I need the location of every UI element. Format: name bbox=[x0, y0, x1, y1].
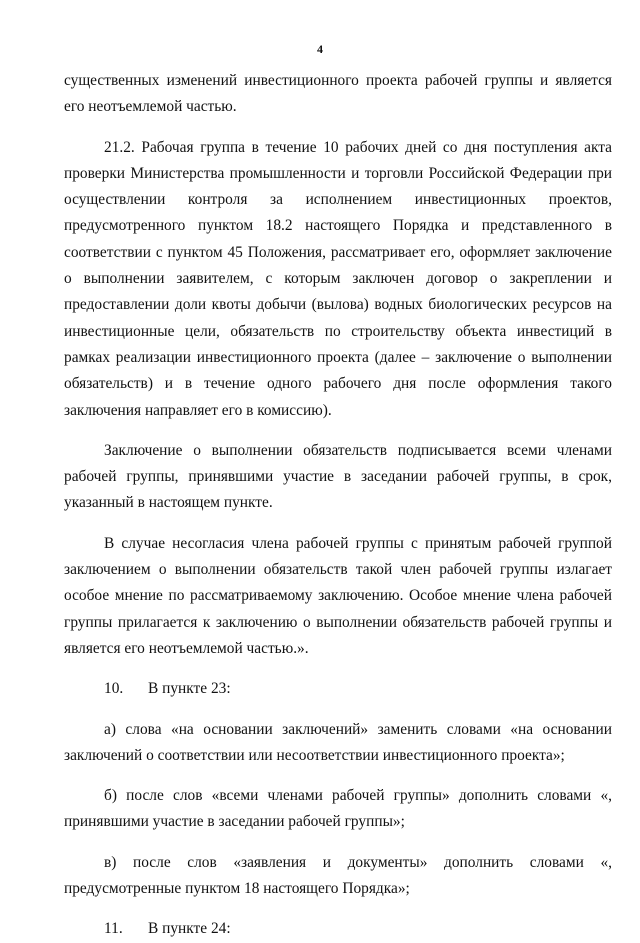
document-body bbox=[64, 68, 612, 943]
page-number: 4 bbox=[317, 42, 323, 56]
subitem-v: в) после слов «заявления и документы» дополнить словами «, предусмотренные пунктом 18 настоящего Порядка»; bbox=[64, 853, 612, 898]
subitem-b: б) после слов «всеми членами рабочей группы» дополнить словами «, принявшими участие в заседании рабочей группы»; bbox=[64, 787, 612, 831]
item-11 bbox=[64, 916, 612, 942]
subitem-a: а) слова «на основании заключений» заменить словами «на основании заключений о соответствии или несоответствии инвестиционного проекта»; bbox=[64, 720, 612, 764]
paragraph-signing: Заключение о выполнении обязательств подписывается всеми членами рабочей группы, принявшими участие в заседании рабочей группы, в срок, указанный в настоящем пункте. bbox=[64, 441, 612, 512]
paragraph-dissent: В случае несогласия члена рабочей группы с принятым рабочей группой заключением о выполнении обязательств такой член рабочей группы излагает особое мнение по рассматриваемому заключению. Особое мнение члена рабочей группы прилагается к заключению о выполнении обязательств рабочей группы и является его неотъемлемой частью.». bbox=[64, 534, 612, 657]
item-10-number: 10. bbox=[104, 680, 124, 698]
item-11-number: 11. bbox=[104, 920, 123, 938]
paragraph-continuation: существенных изменений инвестиционного проекта рабочей группы и является его неотъемлемой частью. bbox=[64, 72, 612, 116]
item-11-text: В пункте 24: bbox=[148, 920, 231, 938]
paragraph-21-2: 21.2. Рабочая группа в течение 10 рабочих дней со дня поступления акта проверки Министерства промышленности и торговли Российской Федерации при осуществлении контроля за исполнением инвестиционных проектов, предусмотренного пунктом 18.2 настоящего Порядка и представленного в соответствии с пунктом 45 Положения, рассматривает его, оформляет заключение о выполнении заявителем, с которым заключен договор о закреплении и предоставлении доли квоты добычи (вылова) водных биологических ресурсов на инвестиционные цели, обязательств по строительству объекта инвестиций в рамках реализации инвестиционного проекта (далее – заключение о выполнении обязательств) и в течение одного рабочего дня после оформления такого заключения направляет его в комиссию). bbox=[64, 138, 612, 419]
item-10 bbox=[64, 676, 612, 702]
item-10-text: В пункте 23: bbox=[148, 680, 231, 698]
